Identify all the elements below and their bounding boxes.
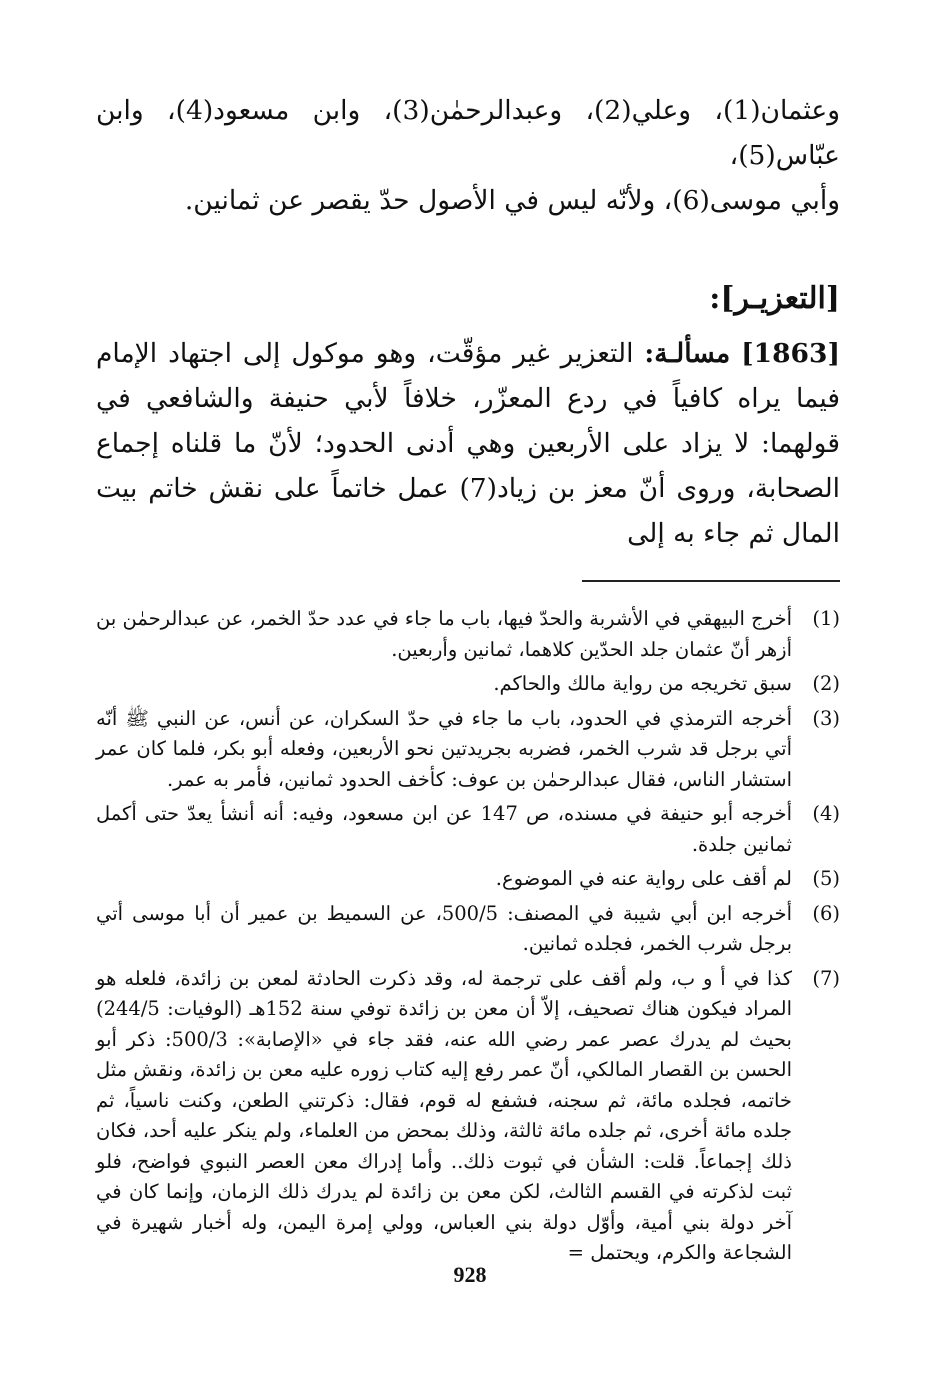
footnote-number: (4): [812, 802, 840, 825]
footnote-2: [96, 669, 840, 700]
footnote-text: لم أقف على رواية عنه في الموضوع.: [495, 867, 792, 890]
footnote-number: (1): [812, 607, 840, 630]
footnote-text: كذا في أ و ب، ولم أقف على ترجمة له، وقد ذكرت الحادثة لمعن بن زائدة، فلعله هو المراد فيكون هناك تصحيف، إلاّ أن معن بن زائدة توفي سنة 152هـ (الوفيات: 244/5) بحيث لم يدرك عصر عمر رضي الله عنه، فقد جاء في «الإصابة»: 500/3: ذكر أبو الحسن بن القصار المالكي، أنّ عمر رفع إليه كتاب زوره عليه معن بن زائدة، ونقش مثل خاتمه، فجلده مائة، ثم سجنه، فشفع له قوم، فقال: ذكرتني الطعن، وكنت ناسياً، ثم جلده مائة أخرى، ثم جلده مائة ثالثة، وذلك بمحض من العلماء، ولم ينكر عليه أحد، فكان ذلك إجماعاً. قلت: الشأن في ثبوت ذلك.. وأما إدراك معن العصر النبوي فواضح، فلو ثبت لذكرته في القسم الثالث، لكن معن بن زائدة لم يدرك ذلك الزمان، وإنما كان في آخر دولة بني أمية، وأوّل دولة بني العباس، وولي إمرة اليمن، وله أخبار شهيرة في الشجاعة والكرم، ويحتمل =: [96, 966, 792, 1264]
footnote-number: (2): [812, 672, 840, 695]
page-body: [96, 88, 840, 1273]
footnote-4: [96, 799, 840, 860]
footnote-3: [96, 704, 840, 796]
section-heading: [التعزيـر]:: [709, 281, 840, 316]
footnote-number: (5): [812, 867, 840, 890]
footnote-text: أخرج البيهقي في الأشربة والحدّ فيها، باب ما جاء في عدد حدّ الخمر، عن عبدالرحمٰن بن أزهر أنّ عثمان جلد الحدّين كلاهما، ثمانين وأربعين.: [96, 607, 792, 661]
footnote-7: [96, 964, 840, 1269]
footnote-number: (6): [812, 901, 840, 925]
main-text: [96, 88, 840, 556]
paragraph-1-line-2: وأبي موسى(6)، ولأنّه ليس في الأصول حدّ يقصر عن ثمانين.: [184, 185, 840, 216]
footnote-text: أخرجه أبو حنيفة في مسنده، ص 147 عن ابن مسعود، وفيه: أنه أنشأ يعدّ حتى أكمل ثمانين جلدة.: [96, 802, 792, 856]
footnote-6: [96, 899, 840, 960]
paragraph-1-line-1: وعثمان(1)، وعلي(2)، وعبدالرحمٰن(3)، وابن مسعود(4)، وابن عبّاس(5)،: [96, 95, 840, 171]
page-number: 928: [453, 1262, 487, 1287]
issue-label: مسألـة:: [644, 338, 731, 369]
footnote-number: (7): [812, 966, 840, 990]
footnote-separator: [582, 580, 840, 582]
footnote-5: [96, 864, 840, 895]
footnote-1: [96, 604, 840, 665]
issue-number: [1863]: [741, 338, 840, 369]
footnote-text: سبق تخريجه من رواية مالك والحاكم.: [493, 672, 792, 695]
paragraph-2: [96, 331, 840, 556]
footnote-text: أخرجه ابن أبي شيبة في المصنف: 500/5، عن السميط بن عمير أن أبا موسى أتي برجل شرب الخمر، فجلده ثمانين.: [96, 901, 792, 955]
footnotes: [96, 604, 840, 1269]
footnote-number: (3): [812, 706, 840, 730]
footnote-text: أخرجه الترمذي في الحدود، باب ما جاء في حدّ السكران، عن أنس، عن النبي ﷺ أنّه أتي برجل قد شرب الخمر، فضربه بجريدتين نحو الأربعين، وفعله أبو بكر، فلما كان عمر استشار الناس، فقال عبدالرحمٰن بن عوف: كأخف الحدود ثمانين، فأمر به عمر.: [96, 706, 792, 791]
issue-text: التعزير غير مؤقّت، وهو موكول إلى اجتهاد الإمام فيما يراه كافياً في ردع المعزّر، خلافاً لأبي حنيفة والشافعي في قولهما: لا يزاد على الأربعين وهي أدنى الحدود؛ لأنّ ما قلناه إجماع الصحابة، وروى أنّ معز بن زياد(7) عمل خاتماً على نقش خاتم بيت المال ثم جاء به إلى: [96, 338, 841, 549]
